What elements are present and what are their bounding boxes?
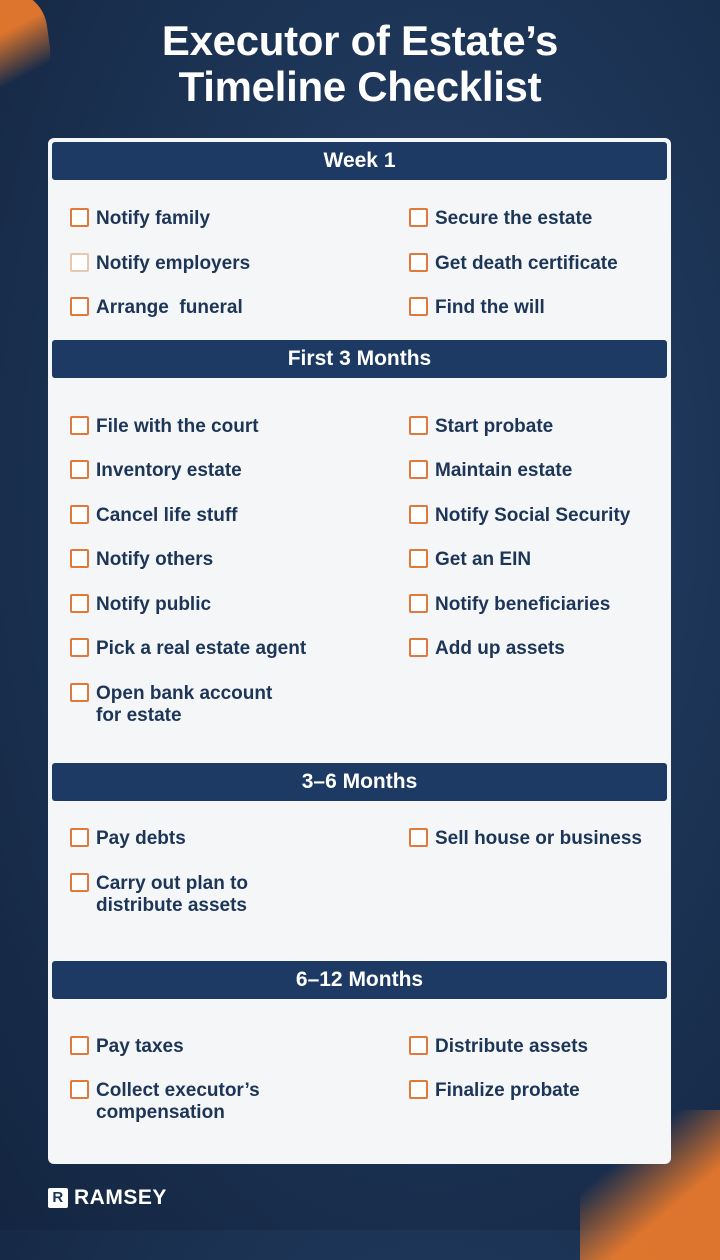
brand-name: RAMSEY xyxy=(74,1186,167,1209)
ramsey-logo xyxy=(48,1186,167,1210)
checkbox-icon[interactable] xyxy=(409,505,428,524)
checklist-item-pay-taxes[interactable] xyxy=(70,1036,184,1058)
checkbox-icon[interactable] xyxy=(70,683,89,702)
checklist-item-label: Maintain estate xyxy=(435,460,573,481)
checkbox-icon[interactable] xyxy=(70,505,89,524)
checkbox-icon[interactable] xyxy=(409,638,428,657)
checkbox-icon[interactable] xyxy=(409,208,428,227)
ramsey-r-icon: R xyxy=(48,1188,68,1208)
checkbox-icon[interactable] xyxy=(70,549,89,568)
checkbox-icon[interactable] xyxy=(70,594,89,613)
checkbox-icon[interactable] xyxy=(70,873,89,892)
checkbox-icon[interactable] xyxy=(70,638,89,657)
checklist-item-label: Cancel life stuff xyxy=(96,505,238,526)
checklist-item-cancel-life-stuff[interactable] xyxy=(70,505,237,527)
checklist-item-notify-employers[interactable] xyxy=(70,253,250,275)
checklist-card xyxy=(48,138,671,1164)
checklist-item-pay-debts[interactable] xyxy=(70,828,186,850)
checklist-item-distribute-assets[interactable] xyxy=(409,1036,588,1058)
checklist-item-distribute-plan[interactable] xyxy=(70,873,248,917)
checklist-item-find-will[interactable] xyxy=(409,297,545,319)
checkbox-icon[interactable] xyxy=(409,460,428,479)
checklist-item-label: File with the court xyxy=(96,416,259,437)
section-header-first-3-months: First 3 Months xyxy=(52,340,667,378)
checklist-item-arrange-funeral[interactable] xyxy=(70,297,243,319)
checklist-item-label: Sell house or business xyxy=(435,828,642,849)
checklist-item-label: Pick a real estate agent xyxy=(96,638,307,659)
checklist-item-executor-compensation[interactable] xyxy=(70,1080,260,1124)
checklist-item-label: Finalize probate xyxy=(435,1080,580,1101)
checklist-item-label: Carry out plan to distribute assets xyxy=(96,873,249,916)
checkbox-icon[interactable] xyxy=(409,297,428,316)
checklist-item-label: Notify others xyxy=(96,549,214,570)
checklist-item-label: Secure the estate xyxy=(435,208,593,229)
section-header-week-1: Week 1 xyxy=(52,142,667,180)
checkbox-icon[interactable] xyxy=(409,1080,428,1099)
checkbox-icon[interactable] xyxy=(70,1036,89,1055)
checklist-item-label: Pay taxes xyxy=(96,1036,184,1057)
checklist-item-label: Distribute assets xyxy=(435,1036,589,1057)
checklist-item-start-probate[interactable] xyxy=(409,416,553,438)
checklist-item-label: Find the will xyxy=(435,297,545,318)
checklist-item-label: Notify family xyxy=(96,208,211,229)
checkbox-icon[interactable] xyxy=(70,828,89,847)
checkbox-icon[interactable] xyxy=(70,208,89,227)
checklist-item-death-certificate[interactable] xyxy=(409,253,618,275)
checkbox-icon[interactable] xyxy=(70,416,89,435)
checkbox-icon[interactable] xyxy=(70,297,89,316)
checklist-item-label: Get death certificate xyxy=(435,253,618,274)
checklist-item-finalize-probate[interactable] xyxy=(409,1080,580,1102)
checkbox-icon[interactable] xyxy=(409,1036,428,1055)
checklist-item-get-ein[interactable] xyxy=(409,549,531,571)
checklist-item-maintain-estate[interactable] xyxy=(409,460,572,482)
checkbox-icon[interactable] xyxy=(70,253,89,272)
checklist-item-label: Open bank account for estate xyxy=(96,683,273,726)
checklist-item-notify-family[interactable] xyxy=(70,208,210,230)
title-line-2: Timeline Checklist xyxy=(178,63,542,110)
checklist-item-notify-others[interactable] xyxy=(70,549,213,571)
checklist-item-label: Notify Social Security xyxy=(435,505,631,526)
checklist-item-notify-public[interactable] xyxy=(70,594,211,616)
checklist-item-label: Add up assets xyxy=(435,638,565,659)
checklist-item-open-bank-account[interactable] xyxy=(70,683,272,727)
checkbox-icon[interactable] xyxy=(409,549,428,568)
checklist-item-label: Notify beneficiaries xyxy=(435,594,611,615)
checklist-item-notify-social-security[interactable] xyxy=(409,505,630,527)
checklist-item-real-estate-agent[interactable] xyxy=(70,638,306,660)
checkbox-icon[interactable] xyxy=(70,460,89,479)
checkbox-icon[interactable] xyxy=(409,416,428,435)
checklist-item-label: Notify public xyxy=(96,594,212,615)
checkbox-icon[interactable] xyxy=(70,1080,89,1099)
checklist-item-label: Start probate xyxy=(435,416,554,437)
checklist-item-notify-beneficiaries[interactable] xyxy=(409,594,610,616)
checklist-item-add-up-assets[interactable] xyxy=(409,638,565,660)
checklist-item-secure-estate[interactable] xyxy=(409,208,592,230)
checkbox-icon[interactable] xyxy=(409,253,428,272)
checklist-item-label: Pay debts xyxy=(96,828,186,849)
checklist-item-inventory-estate[interactable] xyxy=(70,460,242,482)
checklist-item-sell-house[interactable] xyxy=(409,828,642,850)
checklist-item-label: Get an EIN xyxy=(435,549,532,570)
page-title xyxy=(0,18,720,110)
checklist-item-label: Notify employers xyxy=(96,253,251,274)
section-header-6-12-months: 6–12 Months xyxy=(52,961,667,999)
title-line-1: Executor of Estate’s xyxy=(161,17,559,64)
checkbox-icon[interactable] xyxy=(409,594,428,613)
checklist-item-label: Collect executor’s compensation xyxy=(96,1080,260,1123)
section-header-3-6-months: 3–6 Months xyxy=(52,763,667,801)
checklist-item-label: Arrange funeral xyxy=(96,297,243,318)
checklist-item-file-court[interactable] xyxy=(70,416,259,438)
checkbox-icon[interactable] xyxy=(409,828,428,847)
checklist-item-label: Inventory estate xyxy=(96,460,242,481)
